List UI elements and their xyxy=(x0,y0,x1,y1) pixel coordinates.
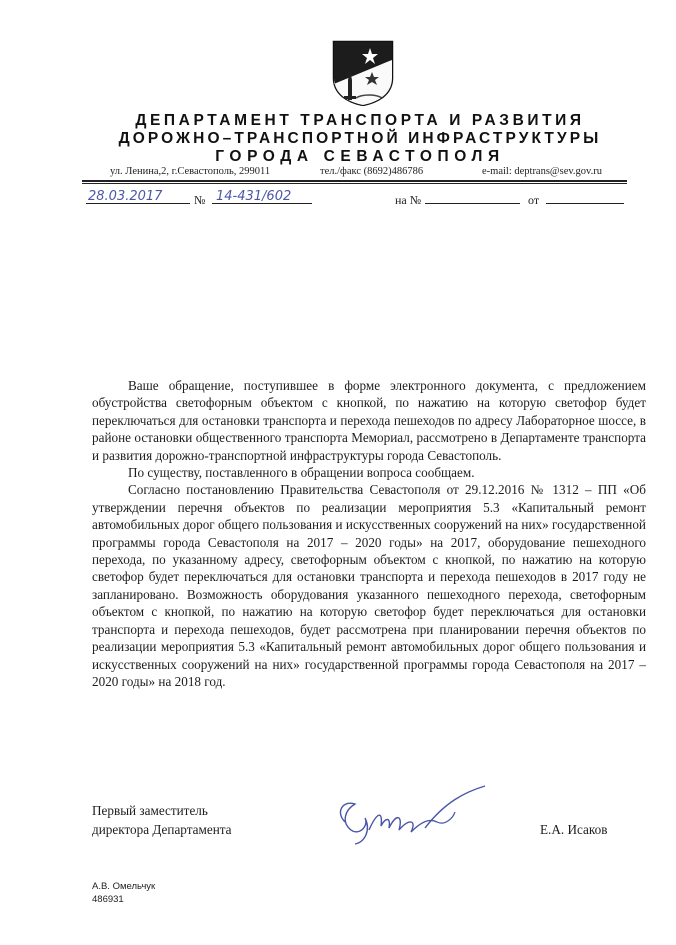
to-number-label: на № xyxy=(395,193,422,207)
org-name-line1: ДЕПАРТАМЕНТ ТРАНСПОРТА И РАЗВИТИЯ xyxy=(135,112,585,129)
org-email: e-mail: deptrans@sev.gov.ru xyxy=(482,166,602,177)
signatory-name: Е.А. Исаков xyxy=(540,822,608,837)
executor-phone: 486931 xyxy=(92,894,124,905)
coat-of-arms-icon xyxy=(332,40,394,106)
org-name-line3: ГОРОДА СЕВАСТОПОЛЯ xyxy=(215,148,505,165)
letter-body xyxy=(92,377,646,690)
signatory-title-line1: Первый заместитель xyxy=(92,803,208,818)
body-paragraph: Ваше обращение, поступившее в форме электронного документа, с предложением обустройства светофорным объектом с кнопкой, по нажатию на которую светофор будет переключаться для остановки транспорта и перехода пешеходов по адресу Лабораторное шоссе, в районе остановки общественного транспорта Мемориал, рассмотрено в Департаменте транспорта и развития дорожно-транспортной инфраструктуры города Севастополь. xyxy=(92,378,646,463)
body-paragraph: По существу, поставленного в обращении вопроса сообщаем. xyxy=(128,465,475,481)
executor-name: А.В. Омельчук xyxy=(92,881,156,892)
org-address: ул. Ленина,2, г.Севастополь, 299011 xyxy=(110,166,271,177)
header-divider xyxy=(82,180,627,182)
number-label: № xyxy=(194,193,206,207)
signatory-title-line2: директора Департамента xyxy=(92,822,232,837)
from-label: от xyxy=(528,193,540,207)
to-number-underline xyxy=(425,190,520,204)
org-name-line2: ДОРОЖНО–ТРАНСПОРТНОЙ ИНФРАСТРУКТУРЫ xyxy=(118,130,602,147)
body-paragraph: Согласно постановлению Правительства Севастополя от 29.12.2016 № 1312 – ПП «Об утверждении перечня объектов по реализации мероприятия 5.3 «Капитальный ремонт автомобильных дорог общего пользования и искусственных сооружений на них» государственной программы города Севастополя на 2017 – 2020 годы» на 2017, оборудование пешеходного перехода, по указанному адресу, светофорным объектом с кнопкой, по нажатию на которую светофор будет переключаться для остановки транспорта и перехода пешеходов в 2017 году не запланировано. Возможность оборудования указанного пешеходного перехода, светофорным объектом с кнопкой, по нажатию на которую светофор будет переключаться для остановки транспорта и перехода пешеходов, будет рассмотрена при планировании перечня объектов по реализации мероприятия 5.3 «Капитальный ремонт автомобильных дорог общего пользования и искусственных сооружений на них» государственной программы города Севастополя на 2017 – 2020 годы» на 2018 год. xyxy=(92,482,646,689)
handwritten-signature-icon xyxy=(325,782,495,854)
handwritten-date: 28.03.2017 xyxy=(88,189,163,204)
from-underline xyxy=(546,190,624,204)
header-divider-thin xyxy=(82,183,627,184)
handwritten-number: 14-431/602 xyxy=(216,189,292,204)
org-phone: тел./факс (8692)486786 xyxy=(320,166,424,177)
